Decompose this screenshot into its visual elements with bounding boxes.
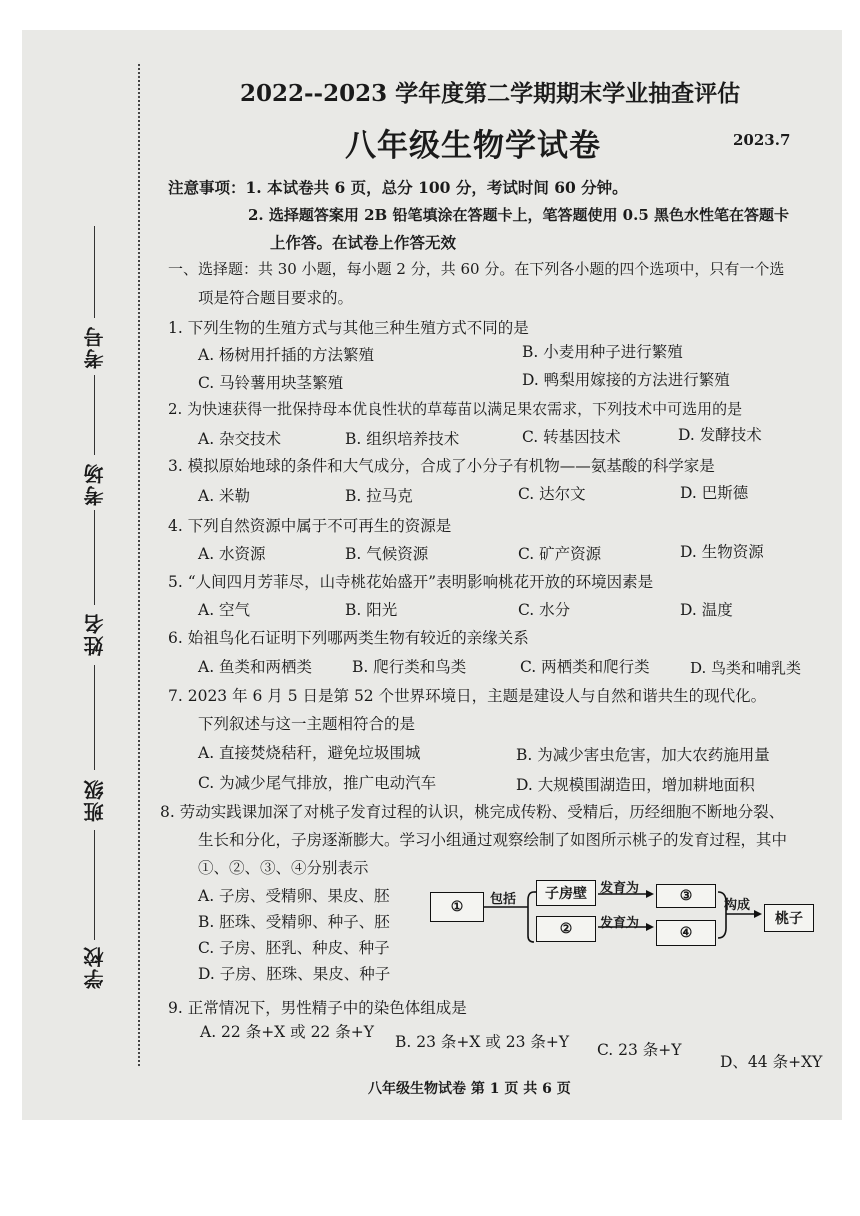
diagram-ovary-wall: 子房壁 — [536, 880, 596, 906]
diagram-node-4: ④ — [656, 920, 716, 946]
section-line-1: 一、选择题：共 30 小题，每小题 2 分，共 60 分。在下列各小题的四个选项中，只有一个选 — [168, 260, 785, 278]
q9-option-c: C. 23 条+Y — [597, 1041, 682, 1059]
exam-no-label: 考号 — [83, 325, 107, 369]
q3-option-a: A. 米勒 — [198, 487, 251, 505]
notice-line-3: 上作答。在试卷上作答无效 — [270, 233, 457, 252]
diagram-node-3: ③ — [656, 884, 716, 908]
q8-stem-3: ①、②、③、④分别表示 — [198, 859, 369, 877]
binding-dotted-line — [138, 64, 140, 1066]
q6-option-d: D. 鸟类和哺乳类 — [690, 659, 802, 677]
q6-option-a: A. 鱼类和两栖类 — [198, 658, 313, 676]
q5-option-a: A. 空气 — [198, 601, 251, 619]
q7-option-b: B. 为减少害虫危害，加大农药施用量 — [516, 746, 770, 764]
q5-option-c: C. 水分 — [518, 601, 571, 619]
q5-stem: 5. “人间四月芳菲尽，山寺桃花始盛开”表明影响桃花开放的环境因素是 — [168, 573, 654, 591]
q8-option-a: A. 子房、受精卵、果皮、胚 — [198, 887, 390, 905]
q4-option-d: D. 生物资源 — [680, 543, 764, 561]
class-underline — [94, 665, 95, 770]
diagram-node-2: ② — [536, 916, 596, 942]
school-label: 学校 — [83, 945, 107, 989]
q2-option-c: C. 转基因技术 — [522, 428, 621, 446]
diagram-include-label: 包括 — [490, 892, 517, 907]
q3-option-c: C. 达尔文 — [518, 485, 586, 503]
q4-stem: 4. 下列自然资源中属于不可再生的资源是 — [168, 517, 452, 535]
section-line-2: 项是符合题目要求的。 — [198, 289, 354, 307]
diagram-node-1: ① — [430, 892, 484, 922]
q7-option-c: C. 为减少尾气排放，推广电动汽车 — [198, 774, 437, 792]
q2-option-d: D. 发酵技术 — [678, 426, 762, 444]
q6-option-c: C. 两栖类和爬行类 — [520, 658, 650, 676]
diagram-develop-label-1: 发育为 — [600, 881, 640, 896]
q5-option-b: B. 阳光 — [345, 601, 398, 619]
q7-option-a: A. 直接焚烧秸秆，避免垃圾围城 — [198, 744, 421, 762]
q4-option-b: B. 气候资源 — [345, 545, 429, 563]
q5-option-d: D. 温度 — [680, 601, 733, 619]
peach-development-diagram — [428, 876, 818, 956]
q1-option-c: C. 马铃薯用块茎繁殖 — [198, 374, 344, 392]
q8-option-c: C. 子房、胚乳、种皮、种子 — [198, 939, 390, 957]
q8-stem: 8. 劳动实践课加深了对桃子发育过程的认识，桃完成传粉、受精后，历经细胞不断地分裂、 — [160, 803, 785, 821]
diagram-peach: 桃子 — [764, 904, 814, 932]
q1-option-d: D. 鸭梨用嫁接的方法进行繁殖 — [522, 371, 730, 389]
q9-option-b: B. 23 条+X 或 23 条+Y — [395, 1033, 570, 1051]
class-label: 班级 — [83, 778, 107, 822]
q1-option-b: B. 小麦用种子进行繁殖 — [522, 343, 683, 361]
name-underline — [94, 510, 95, 605]
q2-stem: 2. 为快速获得一批保持母本优良性状的草莓苗以满足果农需求，下列技术中可选用的是 — [168, 400, 743, 418]
q9-option-a: A. 22 条+X 或 22 条+Y — [200, 1023, 374, 1041]
q2-option-b: B. 组织培养技术 — [345, 430, 460, 448]
q3-stem: 3. 模拟原始地球的条件和大气成分，合成了小分子有机物——氨基酸的科学家是 — [168, 457, 715, 475]
page-footer: 八年级生物试卷 第 1 页 共 6 页 — [368, 1081, 571, 1097]
q8-option-d: D. 子房、胚珠、果皮、种子 — [198, 965, 391, 983]
school-underline — [94, 830, 95, 940]
room-label: 考场 — [83, 462, 107, 506]
q1-option-a: A. 杨树用扦插的方法繁殖 — [198, 346, 375, 364]
q6-stem: 6. 始祖鸟化石证明下列哪两类生物有较近的亲缘关系 — [168, 629, 529, 647]
notice-line-2: 2. 选择题答案用 2B 铅笔填涂在答题卡上，笔答题使用 0.5 黑色水性笔在答题卡 — [248, 206, 789, 224]
name-label: 姓名 — [83, 612, 107, 656]
diagram-compose-label: 构成 — [724, 898, 751, 913]
q2-option-a: A. 杂交技术 — [198, 430, 282, 448]
exam-title: 2022--2023 学年度第二学期期末学业抽查评估 — [240, 80, 741, 107]
q9-option-d: D、44 条+XY — [720, 1053, 823, 1071]
exam-no-underline — [94, 226, 95, 318]
exam-date: 2023.7 — [733, 131, 791, 149]
notice-row-1 — [168, 176, 628, 198]
exam-subtitle: 八年级生物学试卷 — [345, 128, 601, 164]
q1-stem: 1. 下列生物的生殖方式与其他三种生殖方式不同的是 — [168, 319, 529, 337]
q8-stem-2: 生长和分化，子房逐渐膨大。学习小组通过观察绘制了如图所示桃子的发育过程，其中 — [198, 831, 788, 849]
notice-line-1: 1. 本试卷共 6 页，总分 100 分，考试时间 60 分钟。 — [245, 178, 628, 197]
q9-stem: 9. 正常情况下，男性精子中的染色体组成是 — [168, 999, 467, 1017]
q8-option-b: B. 胚珠、受精卵、种子、胚 — [198, 913, 390, 931]
diagram-develop-label-2: 发育为 — [600, 916, 640, 931]
q3-option-b: B. 拉马克 — [345, 487, 413, 505]
q4-option-a: A. 水资源 — [198, 545, 266, 563]
q4-option-c: C. 矿产资源 — [518, 545, 602, 563]
q7-option-d: D. 大规模围湖造田，增加耕地面积 — [516, 776, 755, 794]
room-underline — [94, 375, 95, 455]
q3-option-d: D. 巴斯德 — [680, 484, 749, 502]
q7-stem-2: 下列叙述与这一主题相符合的是 — [198, 715, 416, 733]
notice-label: 注意事项： — [168, 178, 246, 197]
q6-option-b: B. 爬行类和鸟类 — [352, 658, 467, 676]
q7-stem: 7. 2023 年 6 月 5 日是第 52 个世界环境日，主题是建设人与自然和谐共生的现代化。 — [168, 687, 767, 705]
